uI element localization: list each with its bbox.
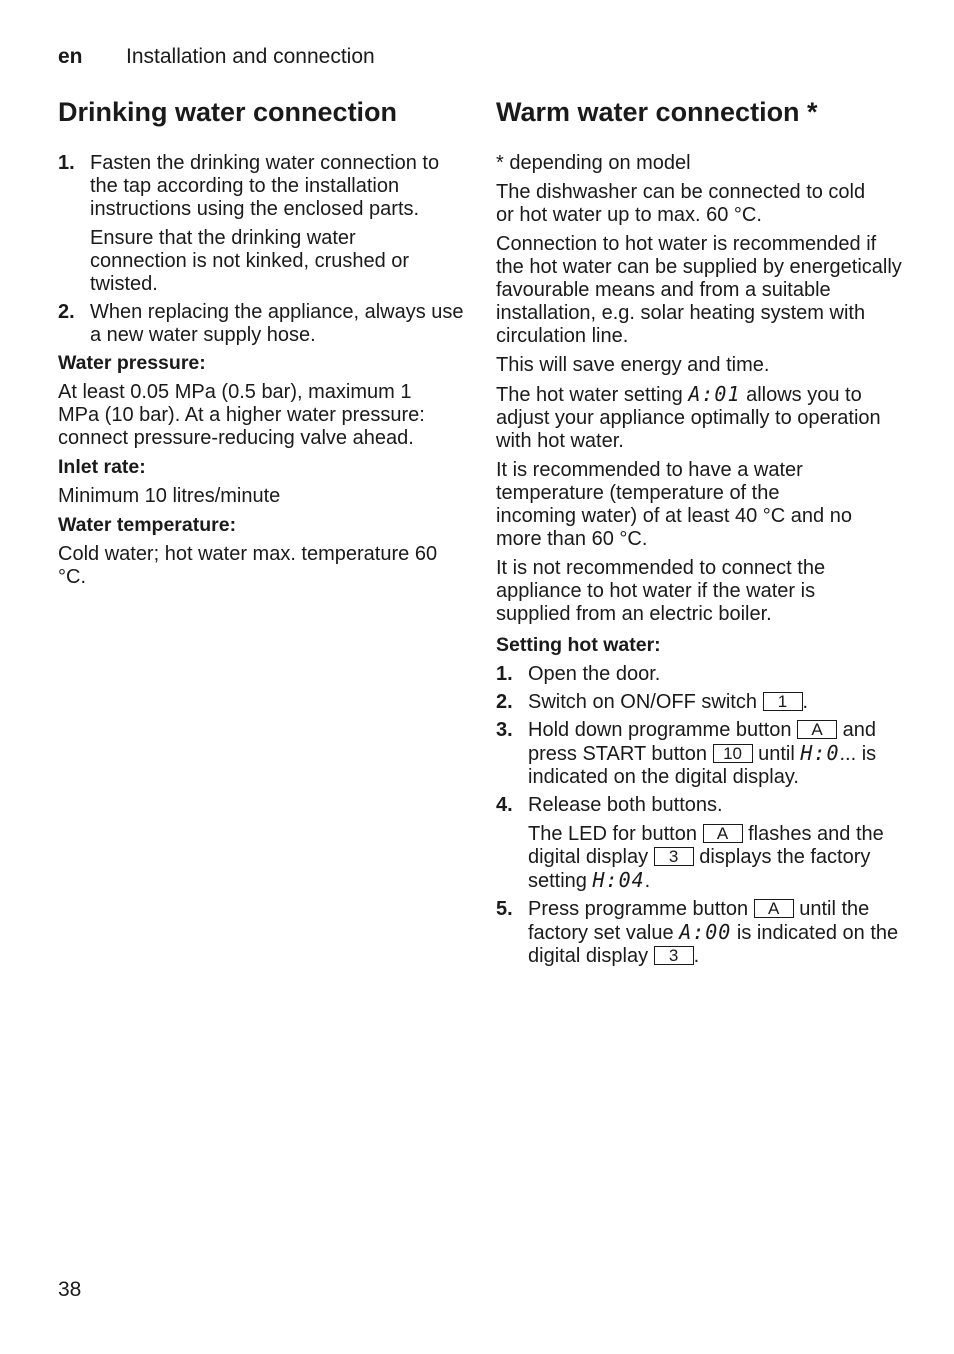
- list-item: [496, 663, 906, 686]
- water-temperature-text: Cold water; hot water max. temperature 60 °C.: [58, 543, 438, 588]
- step-text: When replacing the appliance, always use a new water supply hose.: [90, 301, 464, 346]
- left-column: [58, 96, 468, 595]
- list-item: [496, 691, 906, 714]
- list-item: [58, 301, 468, 347]
- paragraph: It is recommended to have a water temperature (temperature of the incoming water) of at least 40 °C and no more than 60 °C.: [496, 459, 852, 550]
- page-number: 38: [58, 1278, 82, 1301]
- digital-display-ref: 3: [654, 946, 694, 965]
- section-title: Installation and connection: [126, 45, 375, 68]
- onoff-switch-ref: 1: [763, 692, 803, 711]
- list-item: [58, 152, 468, 296]
- display-code: A:01: [688, 382, 741, 406]
- programme-button-ref: A: [797, 720, 837, 739]
- water-pressure-label: Water pressure:: [58, 352, 206, 374]
- running-header: [58, 45, 375, 69]
- list-item: [496, 898, 906, 968]
- paragraph: The dishwasher can be connected to cold or hot water up to max. 60 °C.: [496, 181, 866, 226]
- warm-water-heading: Warm water connection *: [496, 97, 818, 127]
- step-text: Release both buttons.: [528, 794, 723, 816]
- step-note: The LED for button A flashes and the digital display 3 displays the factory setting H:04.: [528, 823, 884, 892]
- paragraph: It is not recommended to connect the appliance to hot water if the water is supplied from an electric boiler.: [496, 557, 826, 625]
- display-code: A:00: [679, 920, 732, 944]
- paragraph: This will save energy and time.: [496, 354, 770, 376]
- step-text: Press programme button A until the factory set value A:00 is indicated on the digital display 3 .: [528, 898, 899, 967]
- right-column: [496, 96, 906, 973]
- setting-hot-water-label: Setting hot water:: [496, 634, 661, 656]
- drinking-water-steps: [58, 152, 468, 347]
- inlet-rate-label: Inlet rate:: [58, 456, 146, 478]
- paragraph: The hot water setting A:01 allows you to adjust your appliance optimally to operation with hot water.: [496, 382, 881, 452]
- step-number: 2.: [496, 691, 513, 713]
- start-button-ref: 10: [713, 744, 753, 763]
- step-number: 2.: [58, 301, 75, 323]
- step-number: 1.: [58, 152, 75, 174]
- setting-steps: [496, 663, 906, 968]
- step-number: 4.: [496, 794, 513, 816]
- list-item: [496, 719, 906, 789]
- paragraph: Connection to hot water is recommended if the hot water can be supplied by energetically favourable means and from a suitable installation, e.g. solar heating system with circulation line.: [496, 233, 902, 347]
- model-note: * depending on model: [496, 152, 691, 174]
- drinking-water-heading: Drinking water connection: [58, 97, 398, 127]
- water-pressure-text: At least 0.05 MPa (0.5 bar), maximum 1 MPa (10 bar). At a higher water pressure: connect pressure-reducing valve ahead.: [58, 381, 425, 449]
- step-number: 3.: [496, 719, 513, 741]
- step-text: Open the door.: [528, 663, 661, 685]
- step-text: Switch on ON/OFF switch 1 .: [528, 691, 809, 713]
- step-text: Fasten the drinking water connection to the tap according to the installation instructions using the enclosed parts.: [90, 152, 440, 220]
- list-item: [496, 794, 906, 893]
- programme-button-ref: A: [754, 899, 794, 918]
- digital-display-ref: 3: [654, 847, 694, 866]
- step-number: 5.: [496, 898, 513, 920]
- water-temperature-label: Water temperature:: [58, 514, 237, 536]
- display-code: H:0: [800, 741, 840, 765]
- language-code: en: [58, 45, 83, 68]
- step-note: Ensure that the drinking water connection is not kinked, crushed or twisted.: [90, 227, 410, 295]
- step-number: 1.: [496, 663, 513, 685]
- display-code: H:04: [592, 868, 645, 892]
- step-text: Hold down programme button A and press START button 10 until H:0... is indicated on the digital display.: [528, 719, 877, 788]
- programme-button-ref: A: [703, 824, 743, 843]
- inlet-rate-text: Minimum 10 litres/minute: [58, 485, 281, 507]
